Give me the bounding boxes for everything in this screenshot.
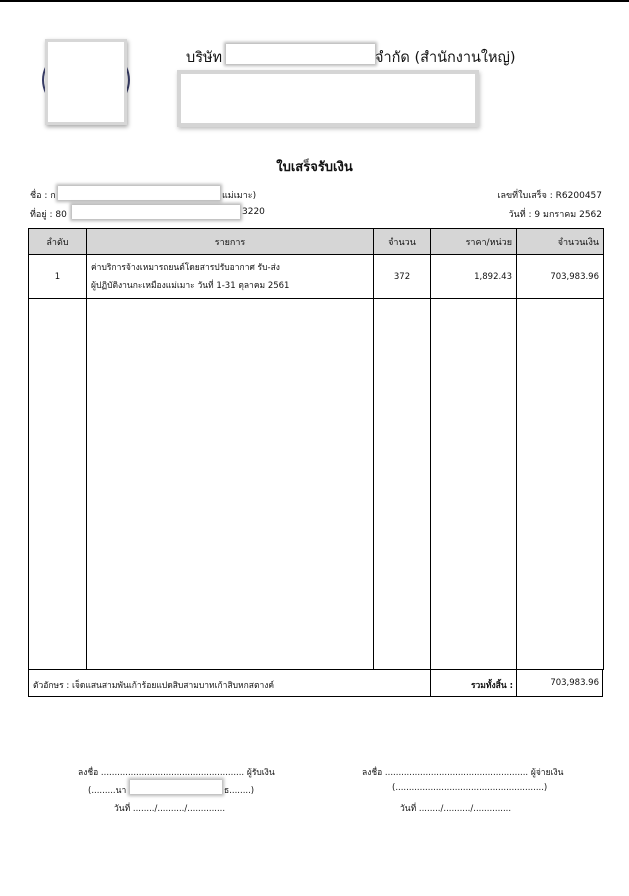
logo-redaction (45, 39, 127, 125)
table-header-row (29, 229, 604, 255)
receipt-date-row (509, 207, 603, 221)
cell-no: 1 (29, 255, 87, 299)
table-empty-row (29, 299, 604, 670)
header-quantity: จำนวน (374, 229, 431, 255)
customer-name-tail: แม่เมาะ) (222, 191, 257, 201)
header-description: รายการ (87, 229, 374, 255)
customer-address-label: ที่อยู่ : 80 (30, 210, 67, 220)
company-suffix: จำกัด (สำนักงานใหญ่) (375, 50, 516, 66)
header-unit-price: ราคา/หน่วย (431, 229, 517, 255)
receiver-name-suffix: ธ........) (224, 786, 255, 796)
company-address-redaction (177, 70, 479, 127)
company-prefix: บริษัท (186, 50, 223, 66)
header-amount: จำนวนเงิน (517, 229, 604, 255)
amount-in-words: ตัวอักษร : เจ็ดแสนสามพันเก้าร้อยแปดสิบสามบาทเก้าสิบหกสตางค์ (33, 681, 275, 691)
description-line-2: ผู้ปฏิบัติงานกะเหมืองแม่เมาะ วันที่ 1-31 ตุลาคม 2561 (91, 280, 290, 291)
payer-date: วันที่ ......../........../.............. (400, 804, 512, 814)
table-row (29, 255, 604, 299)
payer-name: (.......................................................) (392, 783, 548, 793)
header-no: ลำดับ (29, 229, 87, 255)
customer-address-redaction (72, 205, 240, 219)
company-name-redaction (226, 44, 375, 64)
cell-amount: 703,983.96 (517, 255, 604, 299)
receiver-name-prefix: (.........นา (88, 786, 127, 796)
description-line-1: ค่าบริการจ้างเหมารถยนต์โดยสารปรับอากาศ รับ-ส่ง (91, 262, 280, 273)
document-title: ใบเสร็จรับเงิน (276, 160, 353, 175)
receipt-number-row (497, 188, 602, 202)
cell-description (87, 255, 374, 299)
receipt-date-label: วันที่ : (508, 210, 532, 220)
cell-quantity: 372 (374, 255, 431, 299)
receiver-date: วันที่ ......../........../.............. (114, 804, 226, 814)
receipt-number-label: เลขที่ใบเสร็จ : (497, 191, 553, 201)
total-value: 703,983.96 (550, 678, 599, 688)
receipt-number: R6200457 (555, 191, 602, 201)
receiver-name-redaction (130, 780, 222, 794)
total-label: รวมทั้งสิ้น : (470, 681, 513, 691)
customer-name-redaction (58, 186, 220, 200)
receipt-date: 9 มกราคม 2562 (534, 210, 602, 220)
items-table (28, 228, 604, 670)
customer-address-tail: 3220 (242, 207, 265, 217)
payer-signature-line: ลงชื่อ ..................................................... ผู้จ่ายเงิน (362, 768, 564, 778)
customer-name-label: ชื่อ : ก (30, 191, 56, 201)
cell-unit-price: 1,892.43 (431, 255, 517, 299)
receiver-signature-line: ลงชื่อ ..................................................... ผู้รับเงิน (78, 768, 275, 778)
top-border-line (0, 0, 629, 2)
totals-bar (28, 670, 603, 697)
